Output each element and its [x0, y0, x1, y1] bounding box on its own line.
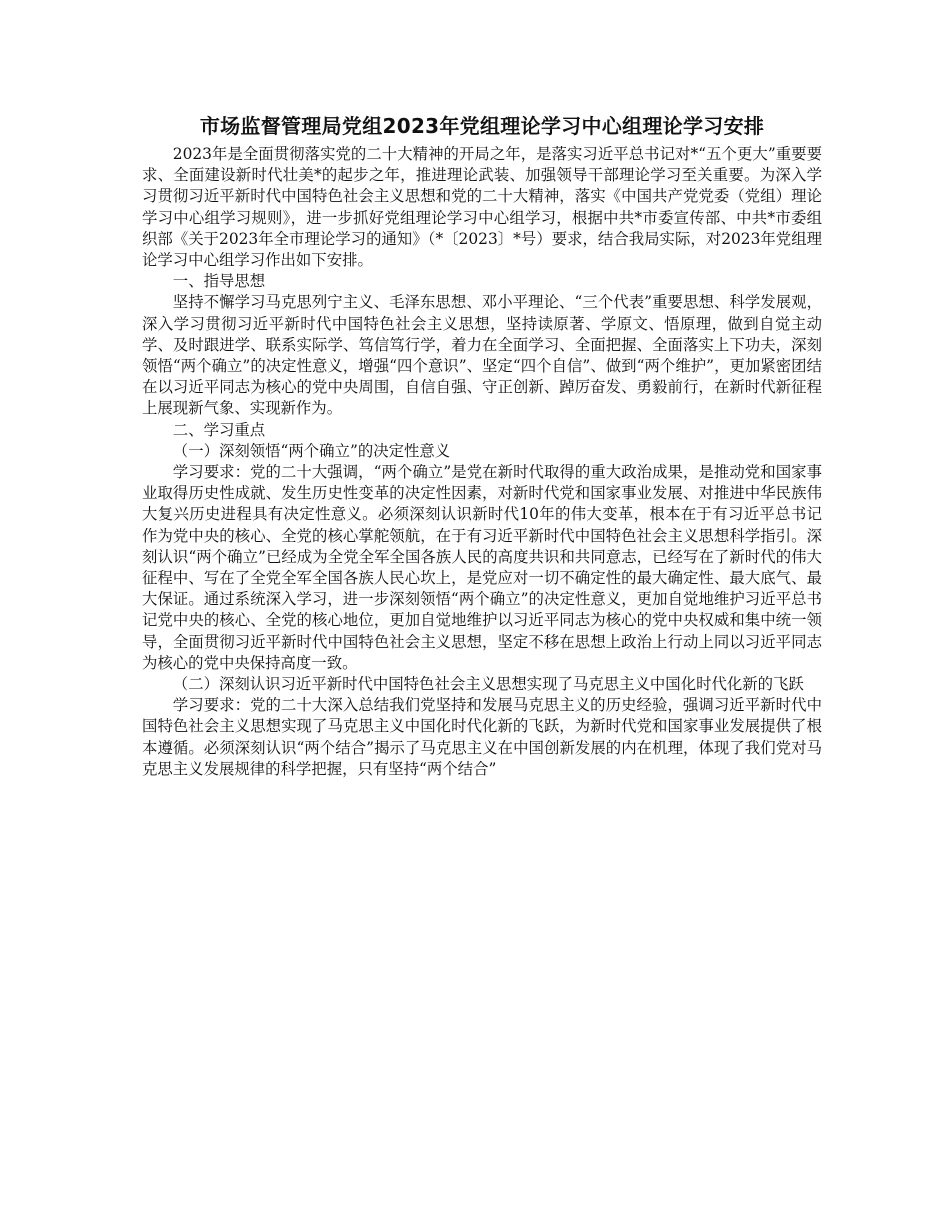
intro-paragraph: 2023年是全面贯彻落实党的二十大精神的开局之年，是落实习近平总书记对*“五个更大”重要要求、全面建设新时代壮美*的起步之年，推进理论武装、加强领导干部理论学习至关重要。为深入学习贯彻习近平新时代中国特色社会主义思想和党的二十大精神，落实《中国共产党党委（党组）理论学习中心组学习规则》，进一步抓好党组理论学习中心组学习，根据中共*市委宣传部、中共*市委组织部《关于2023年全市理论学习的通知》（*〔2023〕*号）要求，结合我局实际，对2023年党组理论学习中心组学习作出如下安排。 — [142, 145, 822, 270]
subsection-1-paragraph: 学习要求：党的二十大强调，“两个确立”是党在新时代取得的重大政治成果，是推动党和国家事业取得历史性成就、发生历史性变革的决定性因素，对新时代党和国家事业发展、对推进中华民族伟大复兴历史进程具有决定性意义。必须深刻认识新时代10年的伟大变革，根本在于有习近平总书记作为党中央的核心、全党的核心掌舵领航，在于有习近平新时代中国特色社会主义思想科学指引。深刻认识“两个确立”已经成为全党全军全国各族人民的高度共识和共同意志，已经写在了新时代的伟大征程中、写在了全党全军全国各族人民心坎上，是党应对一切不确定性的最大确定性、最大底气、最大保证。通过系统深入学习，进一步深刻领悟“两个确立”的决定性意义，更加自觉地维护习近平总书记党中央的核心、全党的核心地位，更加自觉地维护以习近平同志为核心的党中央权威和集中统一领导，全面贯彻习近平新时代中国特色社会主义思想，坚定不移在思想上政治上行动上同以习近平同志为核心的党中央保持高度一致。 — [142, 463, 822, 672]
document-title: 市场监督管理局党组2023年党组理论学习中心组理论学习安排 — [199, 114, 765, 138]
subsection-heading-1: （一）深刻领悟“两个确立”的决定性意义 — [172, 441, 451, 460]
subsection-heading-2: （二）深刻认识习近平新时代中国特色社会主义思想实现了马克思主义中国化时代化新的飞跃 — [172, 675, 804, 694]
subsection-2-paragraph: 学习要求：党的二十大深入总结我们党坚持和发展马克思主义的历史经验，强调习近平新时代中国特色社会主义思想实现了马克思主义中国化时代化新的飞跃，为新时代党和国家事业发展提供了根本遵循。必须深刻认识“两个结合”揭示了马克思主义在中国创新发展的内在机理，体现了我们党对马克思主义发展规律的科学把握，只有坚持“两个结合” — [142, 696, 822, 778]
guiding-thought-paragraph: 坚持不懈学习马克思列宁主义、毛泽东思想、邓小平理论、“三个代表”重要思想、科学发展观，深入学习贯彻习近平新时代中国特色社会主义思想，坚持读原著、学原文、悟原理，做到自觉主动学、及时跟进学、联系实际学、笃信笃行学，着力在全面学习、全面把握、全面落实上下功夫，深刻领悟“两个确立”的决定性意义，增强“四个意识”、坚定“四个自信”、做到“两个维护”，更加紧密团结在以习近平同志为核心的党中央周围，自信自强、守正创新、踔厉奋发、勇毅前行，在新时代新征程上展现新气象、实现新作为。 — [142, 293, 822, 418]
document-page — [142, 112, 822, 780]
section-heading-guiding-thought: 一、指导思想 — [172, 272, 266, 291]
section-heading-study-focus: 二、学习重点 — [172, 420, 266, 439]
